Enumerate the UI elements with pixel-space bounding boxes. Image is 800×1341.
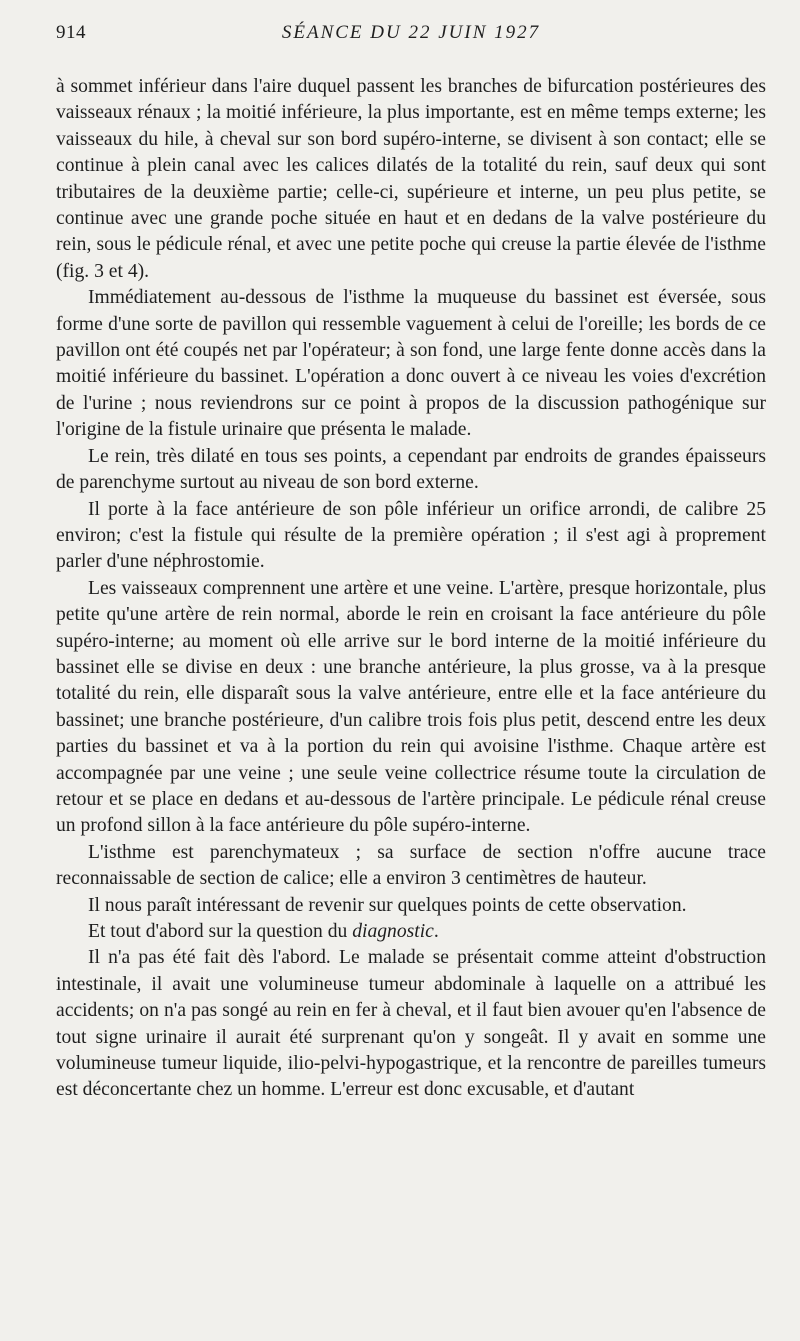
paragraph: à sommet inférieur dans l'aire duquel passent les branches de bifurcation postérieures des vaisseaux rénaux ; la moitié inférieure, la plus importante, est en même temps externe; les vaisseaux du hile, à cheval sur son bord supéro-interne, se divisent à son contact; elle se continue à plein canal avec les calices dilatés de la totalité du rein, sauf deux qui sont tributaires de la deuxième partie; celle-ci, supérieure et interne, un peu plus petite, se continue avec une grande poche située en haut et en dedans de la valve postérieure du rein, sous le pédicule rénal, et avec une petite poche qui creuse la partie élevée de l'isthme (fig. 3 et 4). xyxy=(56,76,766,282)
paragraph: Les vaisseaux comprennent une artère et une veine. L'artère, presque horizontale, plus petite qu'une artère de rein normal, aborde le rein en croisant la face antérieure du pôle supéro-interne; au moment où elle arrive sur le bord interne de la moitié inférieure du bassinet elle se divise en deux : une branche antérieure, la plus grosse, va à la presque totalité du rein, elle disparaît sous la valve antérieure, entre elle et la face antérieure du bassinet; une branche postérieure, d'un calibre trois fois plus petit, descend entre les deux parties du bassinet et va à la portion du rein qui avoisine l'isthme. Chaque artère est accompagnée par une veine ; une seule veine collectrice résume toute la circulation de retour et se place en dedans et au-dessous de l'artère principale. Le pédicule rénal creuse un profond sillon à la face antérieure du pôle supéro-interne. xyxy=(56,577,766,837)
paragraph-text: . xyxy=(433,921,439,942)
paragraph: Il porte à la face antérieure de son pôle inférieur un orifice arrondi, de calibre 25 environ; c'est la fistule qui résulte de la première opération ; il s'est agi à proprement parler d'une néphrostomie. xyxy=(56,498,766,573)
paragraph: Le rein, très dilaté en tous ses points, a cependant par endroits de grandes épaisseurs de parenchyme surtout au niveau de son bord externe. xyxy=(56,445,766,494)
page-header xyxy=(56,22,766,52)
paragraph-diagnostic xyxy=(56,919,766,945)
paragraph: Il n'a pas été fait dès l'abord. Le malade se présentait comme atteint d'obstruction intestinale, il avait une volumineuse tumeur abdominale à laquelle on a attribué les accidents; on n'a pas songé au rein en fer à cheval, et il faut bien avouer qu'en l'absence de tout signe urinaire il aurait été surprenant qu'on y songeât. Il y avait en somme une volumineuse tumeur liquide, ilio-pelvi-hypogastrique, et la rencontre de pareilles tumeurs est déconcertante chez un homme. L'erreur est donc excusable, et d'autant xyxy=(56,947,766,1101)
paragraph: L'isthme est parenchymateux ; sa surface de section n'offre aucune trace reconnaissable de section de calice; elle a environ 3 centimètres de hauteur. xyxy=(56,841,766,890)
page-number: 914 xyxy=(56,22,86,43)
paragraph: Il nous paraît intéressant de revenir sur quelques points de cette observation. xyxy=(88,894,687,916)
emphasized-term: diagnostic xyxy=(352,921,434,942)
paragraph-text: Et tout d'abord sur la question du xyxy=(88,921,353,942)
body-text xyxy=(56,74,766,1104)
running-head: SÉANCE DU 22 JUIN 1927 xyxy=(281,22,541,43)
paragraph: Immédiatement au-dessous de l'isthme la muqueuse du bassinet est éversée, sous forme d'une sorte de pavillon qui ressemble vaguement à celui de l'oreille; les bords de ce pavillon ont été coupés net par l'opérateur; à son fond, une large fente donne accès dans la moitié inférieure du bassinet. L'opération a donc ouvert à ce niveau les voies d'excrétion de l'urine ; nous reviendrons sur ce point à propos de la discussion pathogénique sur l'origine de la fistule urinaire que présenta le malade. xyxy=(56,287,766,441)
